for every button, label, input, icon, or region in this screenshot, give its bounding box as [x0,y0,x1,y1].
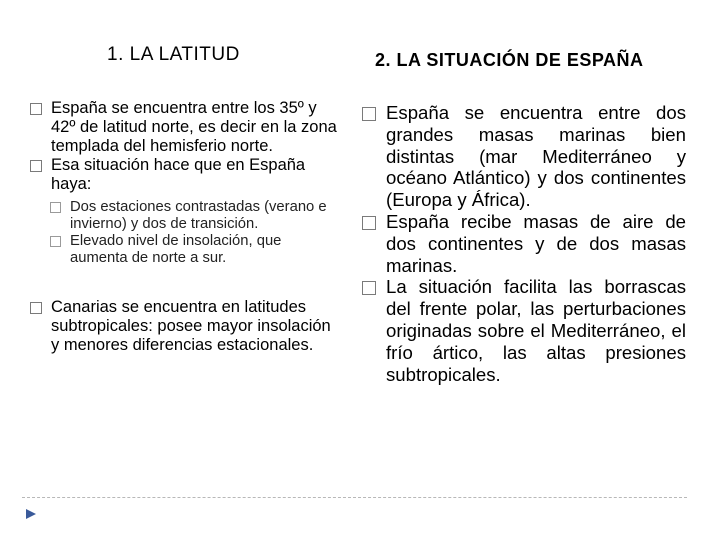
list-item [30,298,340,355]
checkbox-bullet-icon [30,103,42,115]
sub-bullet-text: Dos estaciones contrastadas (verano e invierno) y dos de transición. [70,199,327,232]
bullet-text: Canarias se encuentra en latitudes subtropicales: posee mayor insolación y menores diferencias estacionales. [51,298,331,354]
bullet-text: España se encuentra entre dos grandes masas marinas bien distintas (mar Mediterráneo y océano Atlántico) y dos continentes (Europa y África). [386,102,686,211]
list-item [30,156,340,194]
left-column-title: 1. LA LATITUD [107,44,240,65]
checkbox-bullet-icon [362,107,376,121]
bullet-text: España se encuentra entre los 35º y 42º de latitud norte, es decir en la zona templada del hemisferio norte. [51,99,337,155]
list-item [362,102,686,211]
checkbox-bullet-icon [30,160,42,172]
footer-divider [22,497,687,498]
list-item [362,211,686,276]
sub-list-item [30,233,340,267]
bullet-text: Esa situación hace que en España haya: [51,156,306,193]
bullet-text: España recibe masas de aire de dos continentes y de dos masas marinas. [386,210,686,276]
sub-list-item [30,199,340,233]
sub-bullet-text: Elevado nivel de insolación, que aumenta de norte a sur. [70,233,282,266]
right-column-title: 2. LA SITUACIÓN DE ESPAÑA [375,50,644,70]
left-column [30,99,340,355]
slide-marker-icon [26,509,36,519]
right-column [362,102,686,385]
list-item [30,99,340,156]
checkbox-bullet-icon [30,302,42,314]
bullet-text: La situación facilita las borrascas del frente polar, las perturbaciones originadas sobre el Mediterráneo, el frío ártico, las altas presiones subtropicales. [386,276,686,385]
checkbox-bullet-icon [362,216,376,230]
list-item [362,276,686,385]
checkbox-bullet-icon [50,202,61,213]
checkbox-bullet-icon [50,236,61,247]
checkbox-bullet-icon [362,281,376,295]
